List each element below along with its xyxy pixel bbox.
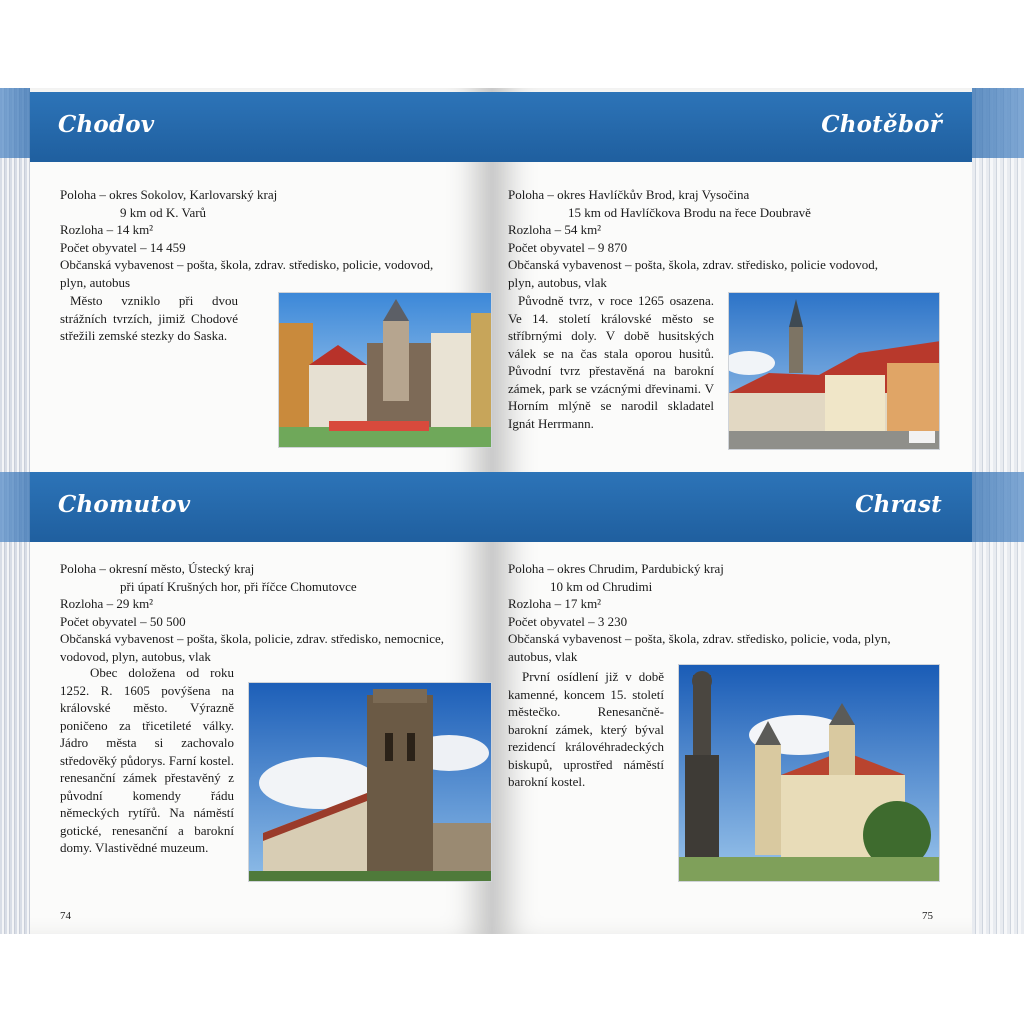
entry-banner xyxy=(30,92,492,162)
entry-banner xyxy=(30,472,492,542)
entry-title: Chotěboř xyxy=(821,111,942,138)
town-photo xyxy=(248,682,492,882)
entry-banner xyxy=(492,472,972,542)
town-photo xyxy=(728,292,940,450)
entry-description: První osídlení již v době kamenné, koncem 15. století městečko. Renesančně-barokní zámek, který býval rezidencí královéhradeckých biskupů, uprostřed náměstí barokní kostel. xyxy=(508,669,664,789)
right-page xyxy=(492,88,972,934)
entry-description: Město vzniklo při dvou strážních tvrzích, jimiž Chodové střežili zemské stezky do Saska. xyxy=(60,293,238,343)
entry-title: Chomutov xyxy=(58,491,191,518)
left-page-edges xyxy=(0,88,30,934)
entry-description: Původně tvrz, v roce 1265 osazena. Ve 14. století královské město se stříbrnými doly. V době husitských válek se na čas stala oporou husitů. Původní tvrz přestavěná na barokní zámek, park se vzácnými dřevinami. V Horním mlýně se narodil skladatel Ignát Herrmann. xyxy=(508,293,714,431)
entry-banner xyxy=(492,92,972,162)
page-number: 74 xyxy=(60,910,71,922)
open-book xyxy=(0,88,1024,934)
entry-title: Chodov xyxy=(58,111,155,138)
right-page-edges xyxy=(972,88,1024,934)
town-photo xyxy=(278,292,492,448)
entry-info: Poloha – okresní město, Ústecký kraj při úpatí Krušných hor, při říčce Chomutovce Rozloha – 29 km² Počet obyvatel – 50 500 Občanská vybavenost – pošta, škola, policie, zdrav. středisko, nemocnice, vodovod, plyn, autobus, vlak xyxy=(60,561,444,664)
entry-info: Poloha – okres Chrudim, Pardubický kraj 10 km od Chrudimi Rozloha – 17 km² Počet obyvatel – 3 230 Občanská vybavenost – pošta, škola, zdrav. středisko, policie, voda, plyn, autobus, vlak xyxy=(508,561,891,664)
entry-info: Poloha – okres Havlíčkův Brod, kraj Vysočina 15 km od Havlíčkova Brodu na řece Doubravě Rozloha – 54 km² Počet obyvatel – 9 870 Občanská vybavenost – pošta, škola, zdrav. středisko, policie vodovod, plyn, autobus, vlak xyxy=(508,187,878,290)
entry-info: Poloha – okres Sokolov, Karlovarský kraj 9 km od K. Varů Rozloha – 14 km² Počet obyvatel – 14 459 Občanská vybavenost – pošta, škola, zdrav. středisko, policie, vodovod, plyn, autobus xyxy=(60,187,434,290)
page-number: 75 xyxy=(922,910,933,922)
entry-title: Chrast xyxy=(855,491,942,518)
left-page xyxy=(30,88,492,934)
entry-description: Obec doložena od roku 1252. R. 1605 povýšena na královské město. Výrazně poničeno za třicetileté války. Jádro města si zachovalo středověký půdorys. Farní kostel. renesanční zámek přestavěný z původní komendy řádu německých rytířů. Na náměstí gotické, renesanční a barokní domy. Vlastivědné muzeum. xyxy=(60,665,234,855)
town-photo xyxy=(678,664,940,882)
